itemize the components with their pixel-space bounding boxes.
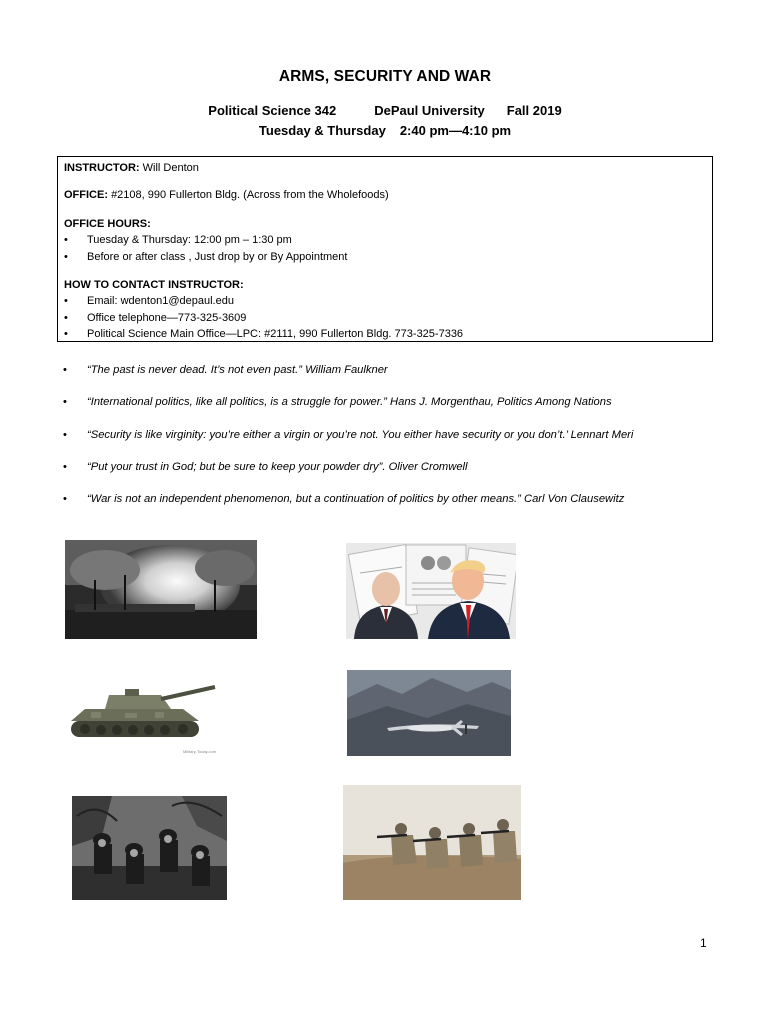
soldiers-jungle-photo bbox=[72, 796, 227, 900]
quote-item: • “War is not an independent phenomenon, but a continuation of politics by other means.” Carl Von Clausewitz bbox=[63, 493, 625, 505]
instructor-line bbox=[64, 162, 199, 174]
page-number: 1 bbox=[700, 936, 707, 950]
university-name: DePaul University bbox=[374, 103, 485, 118]
term: Fall 2019 bbox=[506, 103, 562, 118]
contact-main-office: • Political Science Main Office—LPC: #2111, 990 Fullerton Bldg. 773-325-7336 bbox=[64, 328, 464, 340]
office-location: #2108, 990 Fullerton Bldg. (Across from the Wholefoods) bbox=[111, 189, 389, 201]
schedule-line bbox=[0, 123, 770, 138]
contact-email[interactable]: • Email: wdenton1@depaul.edu bbox=[64, 295, 234, 307]
quote-item: • “Put your trust in God; but be sure to keep your powder dry”. Oliver Cromwell bbox=[63, 461, 468, 473]
class-days: Tuesday & Thursday bbox=[258, 123, 386, 138]
office-label: OFFICE: bbox=[64, 189, 108, 201]
instructor-name: Will Denton bbox=[142, 162, 199, 174]
explosion-photo bbox=[65, 540, 257, 639]
drone-photo bbox=[347, 670, 511, 756]
instructor-label: INSTRUCTOR: bbox=[64, 162, 140, 174]
office-hours-item: • Tuesday & Thursday: 12:00 pm – 1:30 pm bbox=[64, 234, 292, 246]
instructor-info-box bbox=[57, 156, 713, 342]
document-title: ARMS, SECURITY AND WAR bbox=[278, 68, 492, 85]
quote-item: • “The past is never dead. It’s not even past.” William Faulkner bbox=[63, 364, 388, 376]
tank-photo bbox=[65, 669, 225, 757]
class-time: 2:40 pm—4:10 pm bbox=[399, 123, 512, 138]
office-hours-heading: OFFICE HOURS: bbox=[64, 218, 151, 230]
photo-caption: Military-Today.com bbox=[183, 749, 217, 754]
quote-item: • “International politics, like all politics, is a struggle for power.” Hans J. Morgenthau, Politics Among Nations bbox=[63, 396, 612, 408]
office-line bbox=[64, 189, 389, 201]
leaders-photo bbox=[346, 543, 516, 639]
course-number: Political Science 342 bbox=[208, 103, 337, 118]
soldiers-desert-photo bbox=[343, 785, 521, 900]
contact-phone: • Office telephone—773-325-3609 bbox=[64, 312, 247, 324]
contact-heading: HOW TO CONTACT INSTRUCTOR: bbox=[64, 279, 244, 291]
course-line bbox=[0, 103, 770, 118]
quote-item: • “Security is like virginity: you’re either a virgin or you’re not. You either have security or you don’t.’ Lennart Meri bbox=[63, 429, 634, 441]
office-hours-item: • Before or after class , Just drop by or By Appointment bbox=[64, 251, 348, 263]
